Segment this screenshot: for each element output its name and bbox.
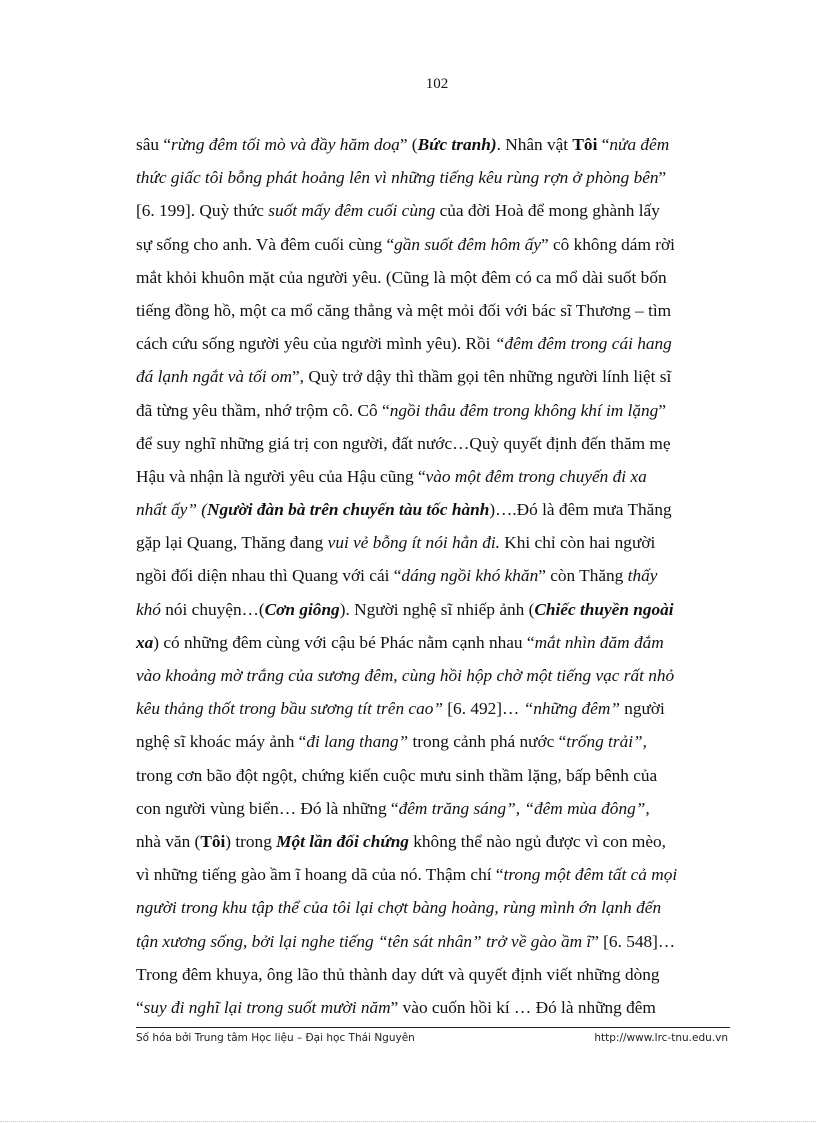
text-run: ) trong [225,831,277,851]
text-run: “ [136,997,144,1017]
italic-quote: thấy [627,566,658,586]
text-run: )….Đó là đêm mưa Thăng [489,500,672,520]
text-line [136,626,736,659]
text-line [136,194,736,227]
text-run: để suy nghĩ những giá trị con người, đất nước…Quỳ quyết định đến thăm mẹ [136,433,671,453]
text-line [136,991,736,1024]
work-title: Bức tranh) [417,135,497,154]
text-run: cách cứu sống người yêu của người mình yêu). Rồi [136,334,495,354]
text-run: ” vào cuốn hồi kí … Đó là những đêm [390,997,656,1017]
text-run: trong cơn bão đột ngột, chứng kiến cuộc mưu sinh thầm lặng, bấp bênh của [136,765,658,785]
text-run: [6. 199]. Quỳ thức [136,201,269,221]
italic-quote: trong một đêm tất cả mọi [503,865,678,885]
text-line [136,327,736,360]
text-run: ) có những đêm cùng với cậu bé Phác nằm cạnh nhau “ [153,632,535,652]
text-run: không thể nào ngủ được vì con mèo, [408,831,666,851]
italic-quote: dáng ngồi khó khăn [401,566,539,586]
work-title: Cơn giông [264,599,340,619]
italic-quote: nửa đêm [609,135,670,154]
text-line [136,593,736,626]
text-line [136,360,736,393]
text-line [136,427,736,460]
text-run: nhà văn ( [136,831,201,851]
work-title: Chiếc thuyền ngoài [534,599,674,619]
text-run: con người vùng biển… Đó là những “ [136,798,399,818]
text-run: ”, Quỳ trở dậy thì thầm gọi tên những người lính liệt sĩ [292,367,672,387]
text-line [136,228,736,261]
text-run: Hậu và nhận là người yêu của Hậu cũng “ [136,466,426,486]
italic-quote: suốt mấy đêm cuối cùng [268,201,436,221]
text-line [136,294,736,327]
italic-quote: vui vẻ bỗng ít nói hẳn đi. [327,533,500,553]
text-line [136,725,736,758]
text-run: mắt khỏi khuôn mặt của người yêu. (Cũng là một đêm có ca mổ dài suốt bốn [136,267,667,287]
work-title: xa [136,632,154,652]
text-line [136,891,736,924]
text-line [136,559,736,592]
text-run: ” [658,168,667,188]
italic-quote: mắt nhìn đăm đắm [534,632,664,652]
italic-quote: gần suốt đêm hôm ấy [394,234,542,254]
italic-quote: suy đi nghĩ lại trong suốt mười năm [143,997,391,1017]
text-line [136,526,736,559]
text-run: Trong đêm khuya, ông lão thủ thành day dứt và quyết định viết những dòng [136,964,660,984]
bold-text: Tôi [572,135,598,154]
italic-quote: đi lang thang” [306,732,409,752]
italic-quote: thức giấc tôi bỗng phát hoảng lên vì những tiếng kêu rùng rợn ở phòng bên [136,168,659,188]
text-line [136,493,736,526]
text-run: [6. 492]… [442,699,524,719]
text-run: vì những tiếng gào ầm ĩ hoang dã của nó. Thậm chí “ [136,865,504,885]
page-bottom-edge [0,1121,816,1122]
text-line [136,692,736,725]
text-run: ” ( [399,135,418,154]
text-line [136,759,736,792]
italic-quote: ngồi thâu đêm trong không khí im lặng [389,400,659,420]
italic-quote: “đêm đêm trong cái hang [494,334,672,354]
italic-quote: đêm trăng sáng”, “đêm mùa đông”, [398,798,650,818]
work-title: Người đàn bà trên chuyến tàu tốc hành [207,500,490,520]
text-line [136,825,736,858]
text-run: ” còn Thăng [538,566,628,586]
italic-quote: khó [136,599,161,619]
italic-quote: người trong khu tập thể của tôi lại chợt bàng hoàng, rùng mình ớn lạnh đến [136,898,662,918]
text-line [136,858,736,891]
text-run: ” cô không dám rời [541,234,675,254]
italic-quote: tận xương sống, bởi lại nghe tiếng “tên sát nhân” trở về gào ầm ĩ [136,931,592,951]
italic-quote: đá lạnh ngắt và tối om [136,367,293,387]
italic-quote: kêu thảng thốt trong bầu sương tít trên cao” [136,699,443,719]
text-line [136,659,736,692]
text-run: ” [6. 548]… [591,931,676,951]
text-run: đã từng yêu thầm, nhớ trộm cô. Cô “ [136,400,390,420]
italic-quote: nhất ấy” ( [136,500,208,520]
text-run: ). Người nghệ sĩ nhiếp ảnh ( [339,599,535,619]
footer-divider [136,1027,730,1028]
footer-source-text: Số hóa bởi Trung tâm Học liệu – Đại học Thái Nguyên [136,1032,415,1044]
text-run: ngồi đối diện nhau thì Quang với cái “ [136,566,402,586]
footer-url: http://www.lrc-tnu.edu.vn [594,1032,728,1044]
italic-quote: trống trải”, [566,732,647,752]
text-run: ” [658,400,666,420]
text-line [136,128,736,161]
text-run: tiếng đồng hồ, một ca mổ căng thẳng và mệt mỏi đối với bác sĩ Thương – tìm [136,300,672,320]
text-run: nói chuyện…( [160,599,265,619]
page-number: 102 [425,76,449,92]
text-line [136,925,736,958]
text-run: sâu “ [136,135,172,154]
body-text [136,128,736,1024]
work-title: Một lần đối chứng [276,831,409,851]
text-run: nghệ sĩ khoác máy ảnh “ [136,732,307,752]
text-run: của đời Hoà để mong ghành lấy [435,201,660,221]
text-run: . Nhân vật [496,135,573,154]
italic-quote: vào khoảng mờ trắng của sương đêm, cùng hồi hộp chờ một tiếng vạc rất nhỏ [136,666,675,685]
text-line [136,792,736,825]
text-run: trong cảnh phá nước “ [408,732,567,752]
text-line [136,394,736,427]
italic-quote: vào một đêm trong chuyến đi xa [425,466,647,486]
italic-quote: “những đêm” [523,699,620,719]
text-line [136,161,736,194]
text-run: sự sống cho anh. Và đêm cuối cùng “ [136,234,395,254]
bold-text: Tôi [200,831,226,851]
text-line [136,958,736,991]
text-line [136,261,736,294]
text-run: “ [597,135,610,154]
italic-quote: rừng đêm tối mò và đầy hăm doạ [171,135,400,154]
text-run: Khi chỉ còn hai người [499,533,656,553]
text-line [136,460,736,493]
text-run: người [619,699,665,719]
text-run: gặp lại Quang, Thăng đang [136,533,328,553]
